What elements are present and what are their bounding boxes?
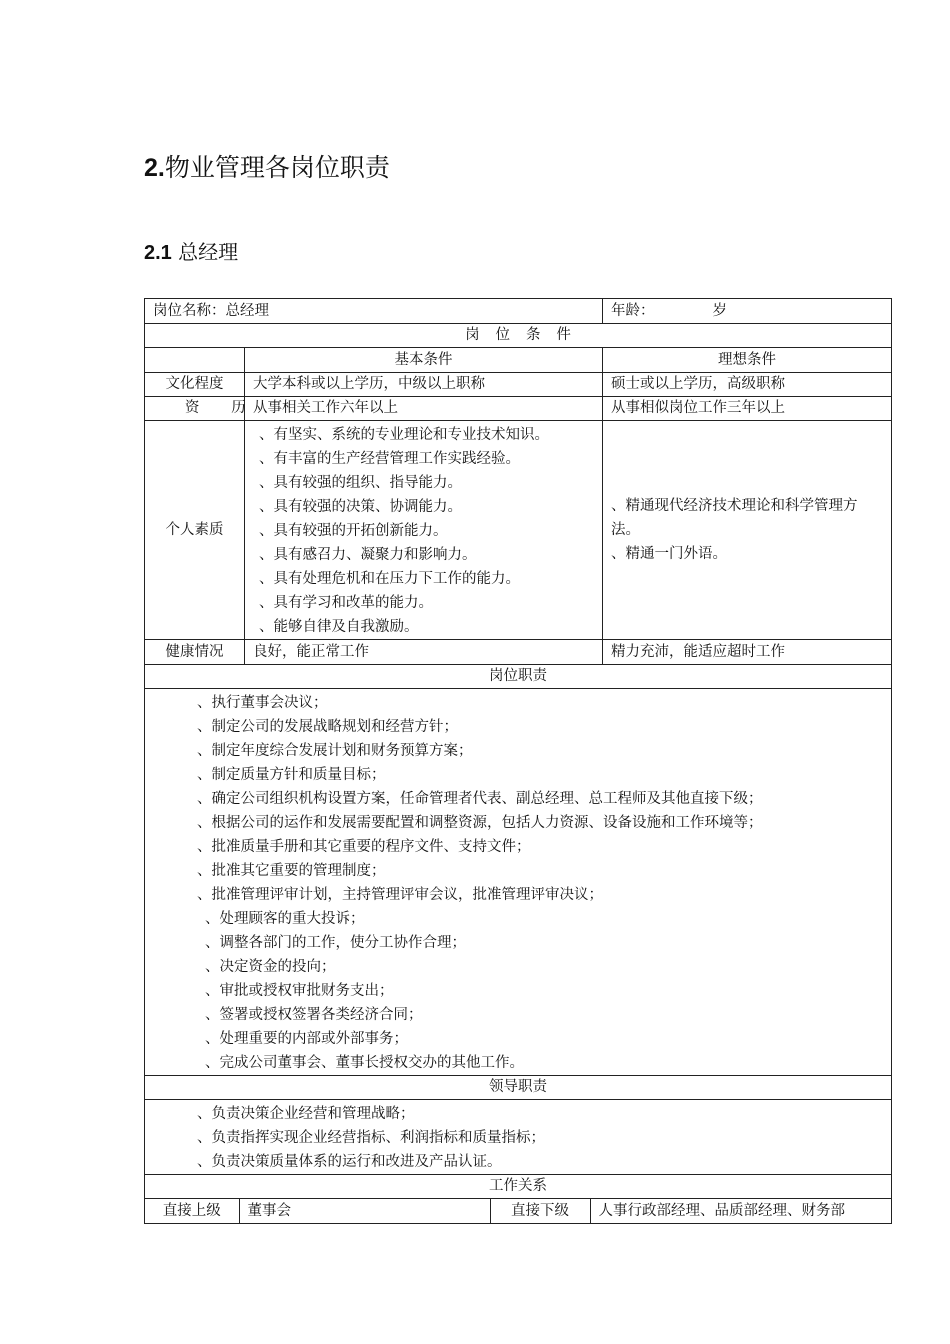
personal-basic-list [245,421,603,640]
list-item: 、有丰富的生产经营管理工作实践经验。 [259,451,520,467]
list-item: 、负责决策企业经营和管理战略； [197,1106,415,1122]
list-item: 、具有较强的开拓创新能力。 [259,523,448,539]
relations-header: 工作关系 [145,1175,892,1199]
list-item: 、批准其它重要的管理制度； [197,863,386,879]
list-item: 、制定公司的发展战略规划和经营方针； [197,719,458,735]
subsection-title: 总经理 [171,240,239,264]
list-item: 、具有较强的决策、协调能力。 [259,499,462,515]
list-item: 、批准质量手册和其它重要的程序文件、支持文件； [197,839,531,855]
health-basic: 良好，能正常工作 [245,640,603,665]
education-ideal: 硕士或以上学历，高级职称 [603,373,892,397]
superior-value: 董事会 [239,1199,490,1223]
duties-list [145,689,892,1076]
basic-conditions-header: 基本条件 [245,348,603,373]
personal-label: 个人素质 [145,421,245,640]
section-title: 物业管理各岗位职责 [164,153,390,182]
list-item: 、具有处理危机和在压力下工作的能力。 [259,571,520,587]
list-item: 、执行董事会决议； [197,695,328,711]
section-heading [144,148,390,184]
list-item: 、处理重要的内部或外部事务； [205,1031,408,1047]
health-ideal: 精力充沛，能适应超时工作 [603,640,892,665]
subsection-number: 2.1 [144,242,172,264]
education-basic: 大学本科或以上学历，中级以上职称 [245,373,603,397]
personal-ideal-list [603,421,892,640]
health-label: 健康情况 [145,640,245,665]
age-unit: 岁 [712,302,727,319]
subordinate-label: 直接下级 [490,1199,590,1223]
experience-ideal: 从事相似岗位工作三年以上 [603,397,892,421]
list-item: 、处理顾客的重大投诉； [205,911,365,927]
conditions-header-text: 岗位条件 [465,327,587,343]
job-description-table [144,298,892,1224]
superior-label: 直接上级 [145,1199,239,1223]
relations-table [145,1199,892,1223]
list-item: 、批准管理评审计划，主持管理评审会议，批准管理评审决议； [197,887,603,903]
education-label: 文化程度 [145,373,245,397]
list-item: 、有坚实、系统的专业理论和专业技术知识。 [259,427,549,443]
experience-label-cell [145,397,278,421]
list-item: 、具有感召力、凝聚力和影响力。 [259,547,477,563]
list-item: 、负责指挥实现企业经营指标、利润指标和质量指标； [197,1130,545,1146]
post-name-cell: 岗位名称：总经理 [145,299,603,324]
list-item: 、精通现代经济技术理论和科学管理方法。 [611,498,858,538]
list-item: 、能够自律及自我激励。 [259,619,419,635]
section-number: 2. [144,154,165,182]
list-item: 、完成公司董事会、董事长授权交办的其他工作。 [205,1055,524,1071]
experience-label: 资历 [184,400,278,416]
age-label: 年龄： [611,302,655,319]
relations-row [145,1199,892,1224]
list-item: 、具有较强的组织、指导能力。 [259,475,462,491]
list-item: 、调整各部门的工作，使分工协作合理； [205,935,466,951]
list-item: 、确定公司组织机构设置方案，任命管理者代表、副总经理、总工程师及其他直接下级； [197,791,763,807]
conditions-header [145,324,892,348]
list-item: 、制定质量方针和质量目标； [197,767,386,783]
list-item: 、制定年度综合发展计划和财务预算方案； [197,743,473,759]
leadership-list [145,1100,892,1175]
duties-header: 岗位职责 [145,665,892,689]
subordinate-value: 人事行政部经理、品质部经理、财务部 [590,1199,892,1223]
list-item: 、决定资金的投向； [205,959,336,975]
list-item: 、审批或授权审批财务支出； [205,983,394,999]
list-item: 、根据公司的运作和发展需要配置和调整资源，包括人力资源、设备设施和工作环境等； [197,815,763,831]
list-item: 、负责决策质量体系的运行和改进及产品认证。 [197,1154,502,1170]
ideal-conditions-header: 理想条件 [603,348,892,373]
experience-basic: 从事相关工作六年以上 [245,397,603,421]
age-cell [603,299,892,324]
leadership-header: 领导职责 [145,1076,892,1100]
list-item: 、精通一门外语。 [611,546,727,562]
list-item: 、签署或授权签署各类经济合同； [205,1007,423,1023]
blank-header-cell [145,348,245,373]
list-item: 、具有学习和改革的能力。 [259,595,433,611]
subsection-heading [144,236,238,265]
